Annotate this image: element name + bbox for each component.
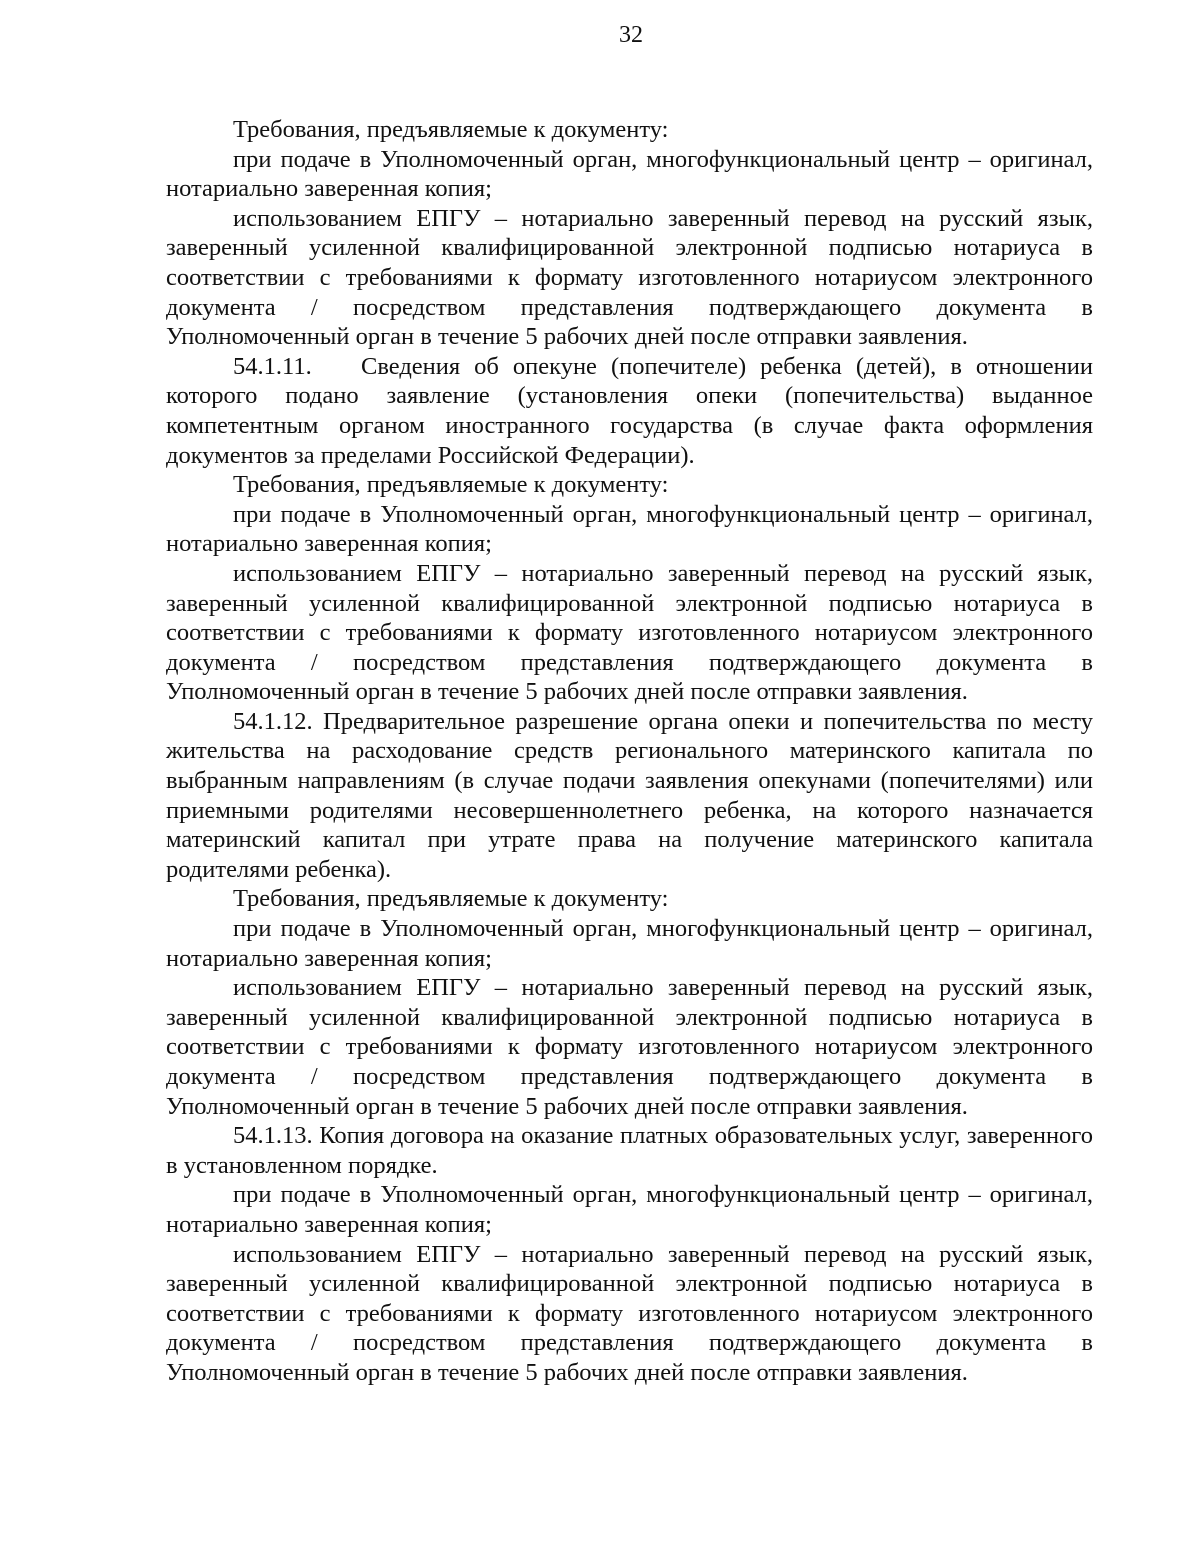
clause-number: 54.1.13. (233, 1122, 313, 1150)
requirements-heading: Требования, предъявляемые к документу: (233, 116, 669, 143)
clause-number: 54.1.11. (233, 352, 312, 380)
requirements-heading: Требования, предъявляемые к документу: (233, 471, 669, 499)
requirement-office-submission: при подаче в Уполномоченный орган, многофункциональный центр – оригинал, нотариально заверенная копия; (166, 1181, 1093, 1238)
clause-54-1-12 (166, 707, 1093, 885)
clause-number: 54.1.12. (233, 707, 313, 735)
requirements-heading: Требования, предъявляемые к документу: (233, 885, 669, 913)
requirement-epgu-submission: использованием ЕПГУ – нотариально заверенный перевод на русский язык, заверенный усиленной квалифицированной электронной подписью нотариуса в соответствии с требованиями к формату изготовленного нотариусом электронного документа / посредством представления подтверждающего документа в Уполномоченный орган в течение 5 рабочих дней после отправки заявления. (166, 559, 1093, 706)
clause-text: Сведения об опекуне (попечителе) ребенка (детей), в отношении которого подано заявление (установления опеки (попечительства) выданное компетентным органом иностранного государства (в случае факта оформления документов за пределами Российской Федерации). (166, 352, 1093, 469)
requirement-office-submission: при подаче в Уполномоченный орган, многофункциональный центр – оригинал, нотариально заверенная копия; (166, 915, 1093, 972)
requirement-office-submission: при подаче в Уполномоченный орган, многофункциональный центр – оригинал, нотариально заверенная копия; (166, 145, 1093, 203)
requirement-epgu-submission: использованием ЕПГУ – нотариально заверенный перевод на русский язык, заверенный усиленной квалифицированной электронной подписью нотариуса в соответствии с требованиями к формату изготовленного нотариусом электронного документа / посредством представления подтверждающего документа в Уполномоченный орган в течение 5 рабочих дней после отправки заявления. (166, 974, 1093, 1120)
clause-text: Копия договора на оказание платных образовательных услуг, заверенного в установленном порядке. (166, 1122, 1093, 1179)
page-number: 32 (619, 22, 643, 48)
clause-text: Предварительное разрешение органа опеки и попечительства по месту жительства на расходование средств регионального материнского капитала по выбранным направлениям (в случае подачи заявления опекунами (попечителями) или приемными родителями несовершеннолетнего ребенка, на которого назначается материнский капитал при утрате права на получение материнского капитала родителями ребенка). (166, 707, 1094, 883)
requirement-office-submission: при подаче в Уполномоченный орган, многофункциональный центр – оригинал, нотариально заверенная копия; (166, 500, 1093, 558)
requirement-epgu-submission: использованием ЕПГУ – нотариально заверенный перевод на русский язык, заверенный усиленной квалифицированной электронной подписью нотариуса в соответствии с требованиями к формату изготовленного нотариусом электронного документа / посредством представления подтверждающего документа в Уполномоченный орган в течение 5 рабочих дней после отправки заявления. (166, 1240, 1093, 1386)
document-body (166, 115, 1093, 1388)
requirement-epgu-submission: использованием ЕПГУ – нотариально заверенный перевод на русский язык, заверенный усиленной квалифицированной электронной подписью нотариуса в соответствии с требованиями к формату изготовленного нотариусом электронного документа / посредством представления подтверждающего документа в Уполномоченный орган в течение 5 рабочих дней после отправки заявления. (166, 204, 1093, 351)
clause-54-1-13 (166, 1121, 1093, 1180)
clause-54-1-11 (166, 352, 1093, 470)
